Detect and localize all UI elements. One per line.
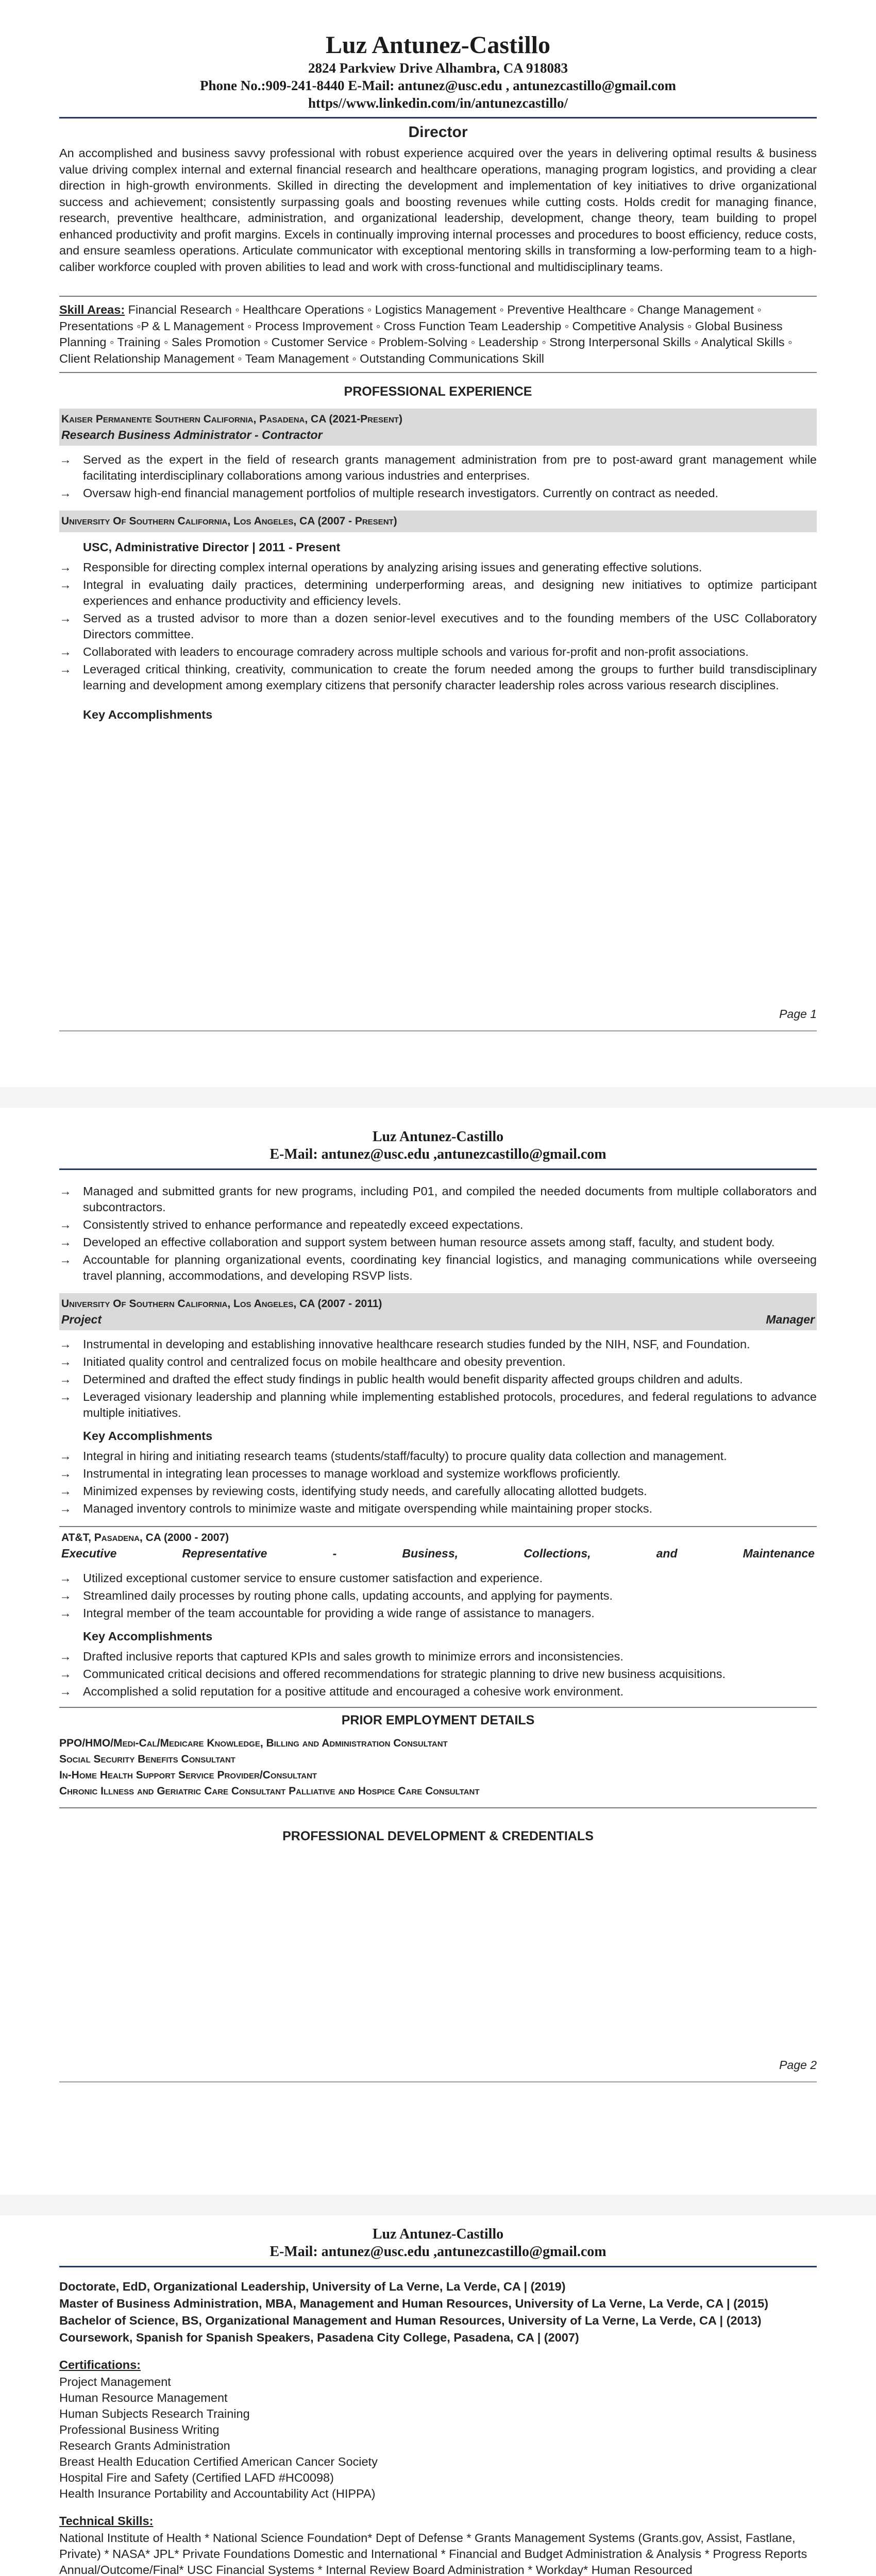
divider — [59, 296, 817, 297]
experience-heading: PROFESSIONAL EXPERIENCE — [344, 384, 532, 399]
role-title: USC, Administrative Director | 2011 - Present — [83, 540, 341, 554]
certification-item: Professional Business Writing — [59, 2423, 220, 2436]
list-item: → Determined and drafted the effect study findings in public health would benefit disparity affected groups children and adults. — [59, 1371, 817, 1387]
employer-bar — [59, 1526, 817, 1564]
role-word: Maintenance — [743, 1547, 815, 1560]
summary-paragraph: An accomplished and business savvy professional with robust experience acquired over the years in delivering optimal results & business value driving complex internal and external financial research and healthcare operations, managing program logistics, and providing a clear direction in high-growth environments. Skilled in directing the development and implementation of key initiatives to drive organizational success and achievement; consistently surpassing goals and boosting revenues while cutting costs. Holds credit for managing finance, research, preventive healthcare, administration, and organizational leadership, development, change theory, team building to propel enhanced productivity and profit margins. Excels in continually improving internal processes and procedures to boost efficiency, reduce costs, and ensure seamless operations. Articulate communicator with exceptional mentoring skills in transforming a low-performing team to a high-caliber workforce coupled with proven abilities to lead and work with cross-functional and multidisciplinary teams. — [59, 146, 817, 274]
prior-item: Chronic Illness and Geriatric Care Consultant Palliative and Hospice Care Consultant — [59, 1785, 480, 1797]
list-item: → Utilized exceptional customer service to ensure customer satisfaction and experience. — [59, 1570, 817, 1586]
technical-skills-text: National Institute of Health * National Science Foundation* Dept of Defense * Grants Management Systems (Grants.gov, Assist, Fastlane, Private) * NASA* JPL* Private Foundations Domestic and International * Financial and Budget Administration & Analysis * Progress Reports Annual/Outcome/Final* USC Financial Systems * Internal Review Board Administration * Workday* Human Resourced — [59, 2531, 807, 2576]
page-break — [0, 1087, 876, 1108]
resume-page-1 — [0, 0, 876, 1108]
certification-item: Human Subjects Research Training — [59, 2407, 250, 2420]
candidate-name: Luz Antunez-Castillo — [325, 31, 551, 59]
prior-item: In-Home Health Support Service Provider/Consultant — [59, 1769, 317, 1781]
bullet-list — [59, 1336, 817, 1421]
list-item: → Leveraged visionary leadership and planning while implementing established protocols, procedures, and federal regulations to advance multiple initiatives. — [59, 1389, 817, 1421]
role-word: Representative — [182, 1547, 267, 1560]
bullet-list — [59, 560, 817, 693]
list-item: → Drafted inclusive reports that captured KPIs and sales growth to minimize errors and inconsistencies. — [59, 1649, 817, 1665]
list-item: → Oversaw high-end financial management portfolios of multiple research investigators. Currently on contract as needed. — [59, 485, 817, 501]
list-item: → Developed an effective collaboration and support system between human resource assets among staff, faculty, and student body. — [59, 1234, 817, 1250]
employer-name: Kaiser Permanente Southern California, Pasadena, CA (2021-Present) — [61, 413, 402, 425]
list-item: → Minimized expenses by reviewing costs, identifying study needs, and carefully allocating allotted budgets. — [59, 1483, 817, 1499]
page-number: Page 1 — [779, 1007, 817, 1021]
job-title: Director — [408, 124, 468, 141]
technical-skills-heading: Technical Skills: — [59, 2514, 154, 2528]
role-title-left: Project — [61, 1313, 102, 1326]
education-item: Doctorate, EdD, Organizational Leadership, University of La Verne, La Verde, CA | (2019) — [59, 2280, 566, 2293]
list-item: → Integral member of the team accountable for providing a wide range of assistance to managers. — [59, 1605, 817, 1621]
education-item: Coursework, Spanish for Spanish Speakers, Pasadena City College, Pasadena, CA | (2007) — [59, 2331, 579, 2344]
certification-item: Human Resource Management — [59, 2391, 228, 2404]
employer-bar — [59, 1293, 817, 1330]
contact-line: Phone No.:909-241-8440 E-Mail: antunez@usc.edu , antunezcastillo@gmail.com — [200, 78, 676, 93]
role-title — [61, 1312, 815, 1327]
list-item: → Managed inventory controls to minimize waste and mitigate overspending while maintaining proper stocks. — [59, 1501, 817, 1517]
accomplishments-heading: Key Accomplishments — [83, 708, 213, 721]
bullet-list — [59, 1570, 817, 1621]
list-item: → Collaborated with leaders to encourage comradery across multiple schools and various for-profit and non-profit associations. — [59, 644, 817, 660]
certifications-heading: Certifications: — [59, 2358, 141, 2371]
resume-page-2 — [0, 1108, 876, 2215]
resume-page-3 — [0, 2215, 876, 2576]
prior-employment-heading: PRIOR EMPLOYMENT DETAILS — [341, 1713, 535, 1727]
employer-bar — [59, 409, 817, 446]
accomplishments-heading: Key Accomplishments — [83, 1630, 213, 1643]
list-item: → Managed and submitted grants for new programs, including P01, and compiled the needed documents from multiple collaborators and subcontractors. — [59, 1183, 817, 1215]
bullet-list — [59, 452, 817, 501]
employer-name: AT&T, Pasadena, CA (2000 - 2007) — [61, 1532, 229, 1544]
header-divider — [59, 117, 817, 118]
education-item: Master of Business Administration, MBA, Management and Human Resources, University of La Verne, La Verde, CA | (2015) — [59, 2297, 769, 2310]
list-item: → Served as the expert in the field of research grants management administration from pre to post-award grant management while facilitating interdisciplinary collaborations among various industries and enterprises. — [59, 452, 817, 484]
skill-areas — [59, 302, 817, 367]
running-name: Luz Antunez-Castillo — [372, 1129, 504, 1145]
list-item: → Served as a trusted advisor to more than a dozen senior-level executives and to the founding members of the USC Collaboratory Directors committee. — [59, 611, 817, 642]
education-item: Bachelor of Science, BS, Organizational Management and Human Resources, University of La Verne, La Verde, CA | (2013) — [59, 2314, 762, 2327]
list-item: → Instrumental in developing and establishing innovative healthcare research studies funded by the NIH, NSF, and Foundation. — [59, 1336, 817, 1352]
list-item: → Integral in hiring and initiating research teams (students/staff/faculty) to procure quality data collection and management. — [59, 1448, 817, 1464]
divider — [59, 1707, 817, 1708]
divider — [59, 1807, 817, 1808]
role-word: Executive — [61, 1547, 117, 1560]
list-item: → Initiated quality control and centralized focus on mobile healthcare and obesity prevention. — [59, 1354, 817, 1370]
accomplishments-heading: Key Accomplishments — [83, 1429, 213, 1443]
running-name: Luz Antunez-Castillo — [372, 2226, 504, 2242]
page-number: Page 2 — [779, 2058, 817, 2072]
address: 2824 Parkview Drive Alhambra, CA 918083 — [308, 60, 568, 76]
linkedin-url: https//www.linkedin.com/in/antunezcastillo/ — [308, 95, 568, 111]
list-item: → Streamlined daily processes by routing phone calls, updating accounts, and applying for payments. — [59, 1588, 817, 1604]
list-item: → Consistently strived to enhance performance and repeatedly exceed expectations. — [59, 1217, 817, 1233]
certification-item: Hospital Fire and Safety (Certified LAFD #HC0098) — [59, 2471, 334, 2484]
page-footer-rule — [59, 2081, 817, 2082]
certification-item: Project Management — [59, 2375, 171, 2388]
header-divider — [59, 1168, 817, 1170]
header-divider — [59, 2266, 817, 2267]
page-break — [0, 2195, 876, 2215]
list-item: → Instrumental in integrating lean processes to manage workload and systemize workflows proficiently. — [59, 1466, 817, 1482]
list-item: → Accountable for planning organizational events, coordinating key financial logistics, and managing communications while overseeing travel planning, accommodations, and developing RSVP lists. — [59, 1252, 817, 1284]
employer-name: University Of Southern California, Los Angeles, CA (2007 - 2011) — [61, 1298, 382, 1310]
role-title — [61, 1546, 815, 1561]
role-word: Collections, — [524, 1547, 591, 1560]
role-title: Research Business Administrator - Contractor — [61, 428, 323, 442]
bullet-list — [59, 1183, 817, 1284]
certification-item: Research Grants Administration — [59, 2439, 230, 2452]
divider — [59, 372, 817, 373]
role-title-right: Manager — [766, 1313, 815, 1326]
bullet-list — [59, 1649, 817, 1700]
prior-item: PPO/HMO/Medi-Cal/Medicare Knowledge, Billing and Administration Consultant — [59, 1737, 448, 1749]
role-word: - — [332, 1547, 337, 1560]
certification-item: Health Insurance Portability and Accountability Act (HIPPA) — [59, 2487, 376, 2500]
certification-item: Breast Health Education Certified American Cancer Society — [59, 2455, 378, 2468]
employer-bar — [59, 511, 817, 532]
list-item: → Accomplished a solid reputation for a positive attitude and encouraged a cohesive work environment. — [59, 1684, 817, 1700]
list-item: → Leveraged critical thinking, creativity, communication to create the forum needed among the groups to further build transdisciplinary learning and development among exemplary citizens that personify character leadership roles across various research disciplines. — [59, 662, 817, 693]
list-item: → Communicated critical decisions and offered recommendations for strategic planning to drive new business acquisitions. — [59, 1666, 817, 1682]
prior-item: Social Security Benefits Consultant — [59, 1753, 235, 1765]
page-footer-rule — [59, 1030, 817, 1031]
running-email: E-Mail: antunez@usc.edu ,antunezcastillo@gmail.com — [269, 2244, 607, 2260]
list-item: → Integral in evaluating daily practices, determining underperforming areas, and designing new initiatives to optimize participant experiences and enhance productivity and efficiency levels. — [59, 577, 817, 609]
bullet-list — [59, 1448, 817, 1517]
role-word: and — [656, 1547, 678, 1560]
role-word: Business, — [402, 1547, 459, 1560]
skill-areas-label: Skill Areas: — [59, 303, 125, 316]
list-item: → Responsible for directing complex internal operations by analyzing arising issues and generating effective solutions. — [59, 560, 817, 575]
professional-development-heading: PROFESSIONAL DEVELOPMENT & CREDENTIALS — [282, 1829, 594, 1843]
employer-name: University Of Southern California, Los Angeles, CA (2007 - Present) — [61, 515, 397, 527]
skill-areas-text: Financial Research ◦ Healthcare Operations ◦ Logistics Management ◦ Preventive Healthcare ◦ Change Management ◦ Presentations ◦P & L Management ◦ Process Improvement ◦ Cross Function Team Leadership ◦ Competitive Analysis ◦ Global Business Planning ◦ Training ◦ Sales Promotion ◦ Customer Service ◦ Problem-Solving ◦ Leadership ◦ Strong Interpersonal Skills ◦ Analytical Skills ◦ Client Relationship Management ◦ Team Management ◦ Outstanding Communications Skill — [59, 303, 793, 365]
running-email: E-Mail: antunez@usc.edu ,antunezcastillo@gmail.com — [269, 1146, 607, 1162]
